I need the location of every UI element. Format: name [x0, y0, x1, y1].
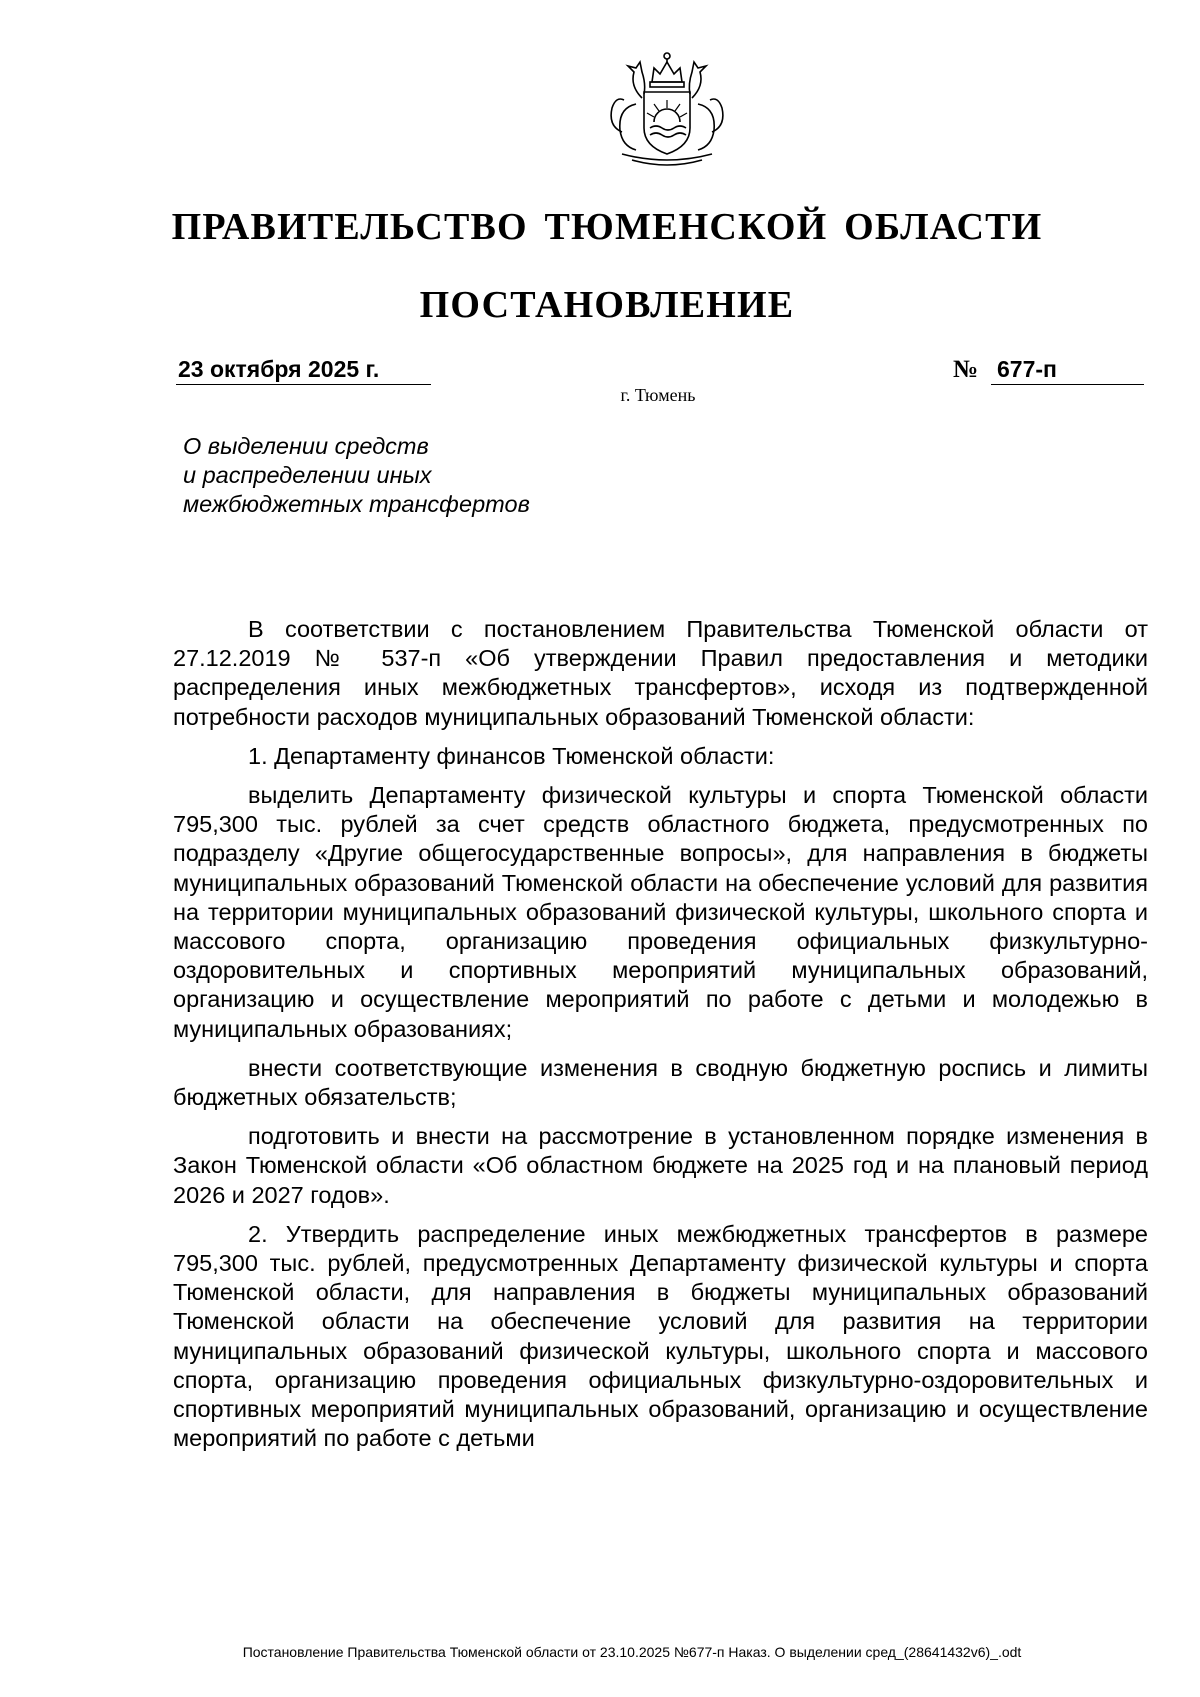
body-paragraph: внести соответствующие изменения в сводную бюджетную роспись и лимиты бюджетных обязательств;	[173, 1054, 1148, 1111]
document-body	[173, 615, 1148, 1463]
document-subject	[183, 432, 530, 519]
subject-line: и распределении иных	[183, 462, 432, 488]
body-paragraph: В соответствии с постановлением Правительства Тюменской области от 27.12.2019 № 537-п «Об утверждении Правил предоставления и методики распределения иных межбюджетных трансфертов», исходя из подтвержденной потребности расходов муниципальных образований Тюменской области:	[173, 616, 1148, 730]
document-date: 23 октября 2025 г.	[176, 356, 431, 385]
subject-line: О выделении средств	[183, 433, 429, 459]
number-sign: №	[953, 356, 979, 383]
subject-line: межбюджетных трансфертов	[183, 491, 530, 517]
coat-of-arms-icon	[592, 42, 742, 170]
body-paragraph: выделить Департаменту физической культуры и спорта Тюменской области 795,300 тыс. рублей за счет средств областного бюджета, предусмотренных по подразделу «Другие общегосударственные вопросы», для направления в бюджеты муниципальных образований Тюменской области на обеспечение условий для развития на территории муниципальных образований физической культуры, школьного спорта и массового спорта, организацию проведения официальных физкультурно-оздоровительных и спортивных мероприятий муниципальных образований, организацию и осуществление мероприятий по работе с детьми и молодежью в муниципальных образованиях;	[173, 782, 1148, 1042]
body-paragraph: 2. Утвердить распределение иных межбюджетных трансфертов в размере 795,300 тыс. рублей, предусмотренных Департаменту физической культуры и спорта Тюменской области, для направления в бюджеты муниципальных образований Тюменской области на обеспечение условий для развития на территории муниципальных образований физической культуры, школьного спорта и массового спорта, организацию проведения официальных физкультурно-оздоровительных и спортивных мероприятий муниципальных образований, организацию и осуществление мероприятий по работе с детьми	[173, 1220, 1148, 1452]
document-number: 677-п	[991, 356, 1144, 385]
document-type-title: ПОСТАНОВЛЕНИЕ	[419, 284, 795, 326]
body-paragraph: 1. Департаменту финансов Тюменской области:	[248, 742, 775, 769]
organization-title: ПРАВИТЕЛЬСТВО ТЮМЕНСКОЙ ОБЛАСТИ	[171, 206, 1043, 248]
document-city: г. Тюмень	[620, 385, 696, 405]
body-paragraph: подготовить и внести на рассмотрение в установленном порядке изменения в Закон Тюменской области «Об областном бюджете на 2025 год и на плановый период 2026 и 2027 годов».	[173, 1123, 1148, 1208]
page-footer: Постановление Правительства Тюменской области от 23.10.2025 №677-п Наказ. О выделении сред_(28641432v6)_.odt	[242, 1644, 1022, 1660]
